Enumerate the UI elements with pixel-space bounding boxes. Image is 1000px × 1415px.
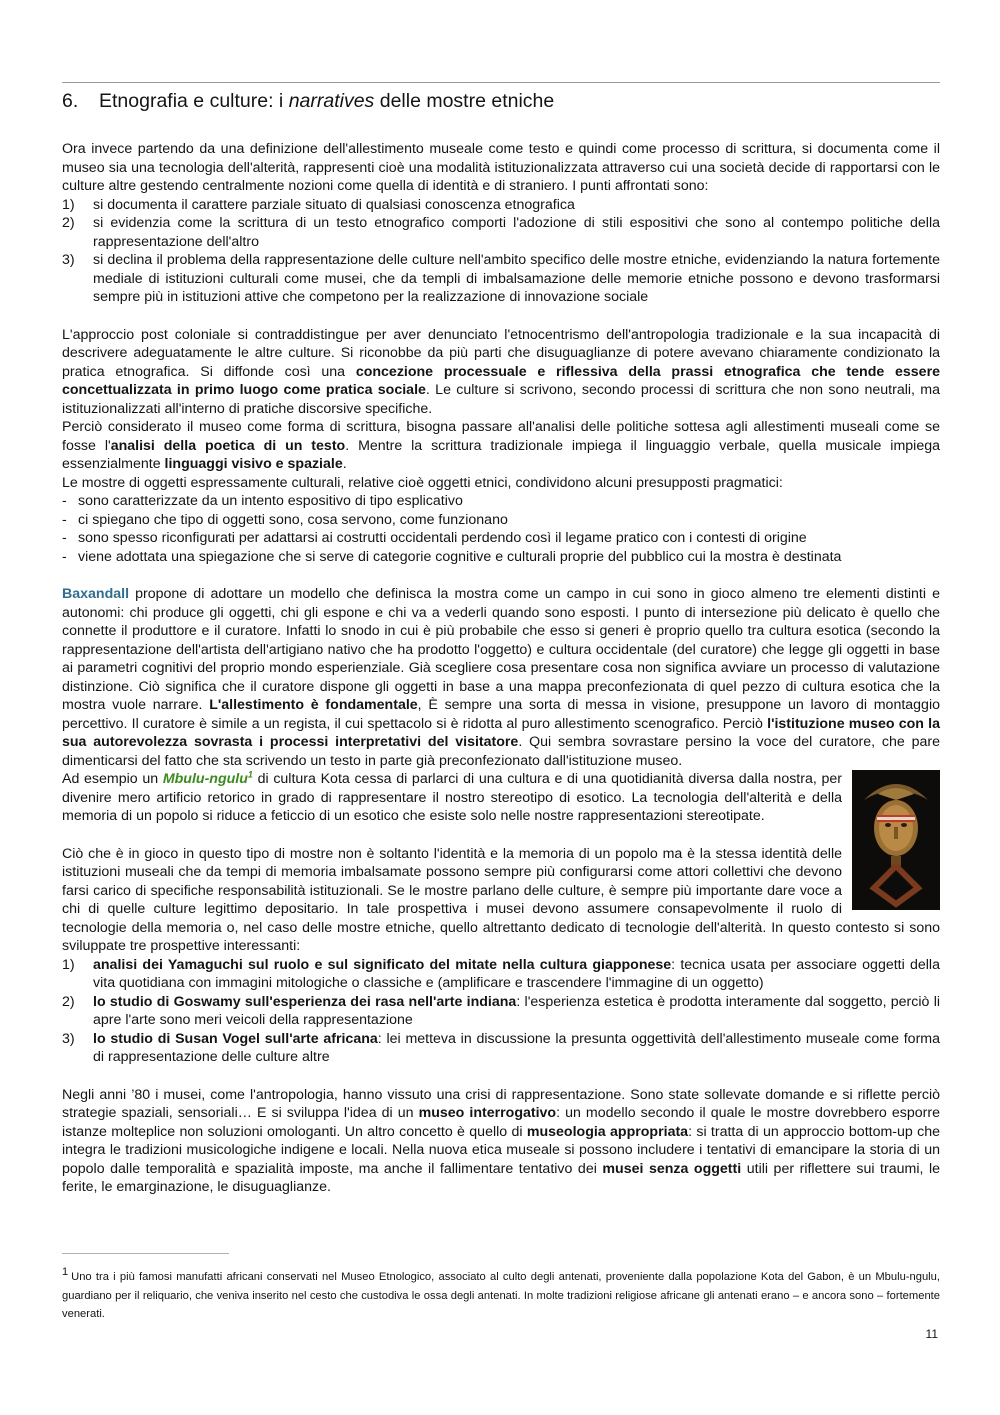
paragraph-cultural-exhibits: Le mostre di oggetti espressamente culturali, relative cioè oggetti etnici, condividono alcuni presupposti pragmatici: bbox=[62, 474, 783, 491]
page-number: 11 bbox=[925, 1327, 938, 1341]
list-item: 3) lo studio di Susan Vogel sull'arte africana: lei metteva in discussione la presunta oggettività dell'allestimento museale come forma di rappresentazione delle culture altre bbox=[62, 1030, 940, 1065]
section-heading bbox=[62, 89, 940, 113]
mbulu-ngulu-image bbox=[852, 770, 940, 910]
numbered-list-points bbox=[62, 196, 940, 307]
list-item: 2) si evidenzia come la scrittura di un testo etnografico comporti l'adozione di stili espositivi che sono al contempo politiche della rappresentazione dell'altro bbox=[62, 215, 940, 250]
list-item: - sono caratterizzate da un intento espositivo di tipo esplicativo bbox=[62, 493, 463, 509]
paragraph-crisis: Negli anni ’80 i musei, come l'antropologia, hanno vissuto una crisi di rappresentazione. Sono state sollevate domande e si riflette perciò strategie spaziali, sensoriali… E si sviluppa l'idea di un museo interrogativo: un modello secondo il quale le mostre dovrebbero esporre istanze molteplice non soluzioni omologanti. Un altro concetto è quello di museologia appropriata: si tratta di un approccio bottom-up che integra le tradizioni musicologiche indigene e locali. Nella nuova etica museale si possono includere i tentativi di emancipare la storia di un popolo dalle temporalità e spazialità imposte, ma anche il fallimentare tentativo dei musei senza oggetti utili per riflettere sui traumi, le ferite, le emarginazione, le disuguaglianze. bbox=[62, 1086, 941, 1195]
paragraph-museum-writing: Perciò considerato il museo come forma di scrittura, bisogna passare all'analisi delle politiche sottesa agli allestimenti museali come se fosse l'analisi della poetica di un testo. Mentre la scrittura tradizionale impiega il linguaggio verbale, quella musicale impiega essenzialmente linguaggi visivo e spaziale. bbox=[62, 419, 940, 472]
paragraph-intro: Ora invece partendo da una definizione dell'allestimento museale come testo e quindi come processo di scrittura, si documenta come il museo sia una tecnologia dell'alterità, rappresenti cioè una modalità istituzionalizzata attraverso cui una società decide di rapportarsi con le culture altre gestendo centralmente nozioni come quella di identità e di straniero. I punti affrontati sono: bbox=[62, 141, 940, 194]
heading-text-post: delle mostre etniche bbox=[374, 90, 555, 112]
reliquary-figure-icon bbox=[852, 770, 940, 910]
list-item: - ci spiegano che tipo di oggetti sono, cosa servono, come funzionano bbox=[62, 511, 508, 528]
paragraph-mbulu-ngulu: Ad esempio un Mbulu-ngulu$^1$ di cultura Kota cessa di parlarci di una cultura e di una quotidianità diversa dalla nostra, per divenire mero artificio retorico in grado di rappresentare il nostro stereotipo di esotico. La tecnologia dell'alterità e della memoria di un popolo si riduce a feticcio di un esotico che esiste solo nelle nostre rappresentazioni stereotipate. bbox=[62, 769, 842, 824]
heading-text-italic: narratives bbox=[288, 90, 375, 112]
list-item: 3) si declina il problema della rappresentazione delle culture nell'ambito specifico delle mostre etniche, evidenziando la natura fortemente mediale di istituzioni culturali come musei, che da templi di imbalsamazione delle memorie etniche possono e devono trasformarsi sempre più in istituzioni attive che competono per la realizzazione di innovazione sociale bbox=[62, 252, 940, 305]
numbered-list-perspectives bbox=[62, 956, 940, 1067]
baxandall-link[interactable]: Baxandall bbox=[62, 586, 130, 602]
footnote-number: 1 bbox=[62, 1266, 69, 1279]
mbulu-ngulu-link[interactable]: Mbulu-ngulu bbox=[162, 771, 248, 787]
footnote-rule bbox=[62, 1253, 229, 1254]
section-number: 6. bbox=[62, 90, 79, 112]
list-item: 1) si documenta il carattere parziale situato di qualsiasi conoscenza etnografica bbox=[62, 196, 575, 213]
heading-text-pre: Etnografia e culture: i bbox=[99, 90, 289, 112]
paragraph-postcolonial: L'approccio post coloniale si contraddistingue per aver denunciato l'etnocentrismo dell'antropologia tradizionale e la sua incapacità di descrivere adeguatamente le altre culture. Si riconobbe da più parti che disuguaglianze di potere avevano chiaramente condizionato la pratica etnografica. Si diffonde così una concezione processuale e riflessiva della prassi etnografica che tende essere concettualizzata in primo luogo come pratica sociale. Le culture si scrivono, secondo processi di scrittura che non sono neutrali, ma istituzionalizzati all'interno di pratiche discorsive specifiche. bbox=[62, 326, 940, 417]
list-item: 1) analisi dei Yamaguchi sul ruolo e sul significato del mitate nella cultura giapponese: tecnica usata per associare oggetti della vita quotidiana con immagini mitologiche o classiche e (amplificare e trascendere l'immagine di un oggetto) bbox=[62, 956, 940, 991]
footnote-ref[interactable]: 1 bbox=[247, 769, 253, 780]
top-rule bbox=[62, 82, 940, 83]
list-item: 2) lo studio di Goswamy sull'esperienza dei rasa nell'arte indiana: l'esperienza estetica è prodotta interamente dal soggetto, perciò li apre l'arte sono meri veicoli della rappresentazione bbox=[62, 993, 940, 1028]
paragraph-identity: Ciò che è in gioco in questo tipo di mostre non è soltanto l'identità e la memoria di un popolo ma è la stessa identità delle istituzioni museali che da tempi di memoria imbalsamate possono sempre più configurarsi come attori collettivi che devono farsi carico di specifiche responsabilità istituzionali. Se le mostre parlano delle culture, è sempre più importante dare voce a chi di quelle culture legittimo depositario. In tale prospettiva i musei devono assumere consapevolmente il ruolo di tecnologie della memoria o, nel caso delle mostre etniche, quello altrettanto dedicato di tecnologie dell'alterità. In questo contesto si sono sviluppate tre prospettive interessanti: bbox=[62, 845, 940, 954]
paragraph-baxandall: Baxandall propone di adottare un modello che definisca la mostra come un campo in cui sono in gioco almeno tre elementi distinti e autonomi: chi produce gli oggetti, chi gli espone e chi va a vederli quando sono esposti. I punto di intersezione più delicato è quello che connette il produttore e il curatore. Infatti lo snodo in cui è più probabile che esso si generi è proprio quello tra cultura esotica (secondo la rappresentazione dell'artista dell'artigiano nativo che ha prodotto l'oggetto) e cultura occidentale (del curatore) che legge gli oggetti in base ai parametri cognitivi del proprio mondo esperienziale. Già scegliere cosa presentare cosa non significa avviare un processo di valutazione distinzione. Ciò significa che il curatore dispone gli oggetti in base a una mappa preconfezionata di quel pezzo di cultura esotica che la mostra vuole narrare. L'allestimento è fondamentale, È sempre una sorta di messa in visione, presuppone un lavoro di montaggio percettivo. Il curatore è simile a un regista, il cui spettacolo si è ridotta al puro allestimento scenografico. Perciò l'istituzione museo con la sua autorevolezza sovrasta i processi interpretativi del visitatore. Qui sembra sovrastare persino la voce del curatore, che pare dimenticarsi del fatto che sta scrivendo un testo in parte già preconfezionato dall'istituzione museo. bbox=[62, 586, 941, 769]
list-item: - sono spesso riconfigurati per adattarsi ai costrutti occidentali perdendo così il legame pratico con i contesti di origine bbox=[62, 530, 807, 546]
body-content bbox=[62, 140, 940, 1197]
list-item: - viene adottata una spiegazione che si serve di categorie cognitive e culturali proprie del pubblico cui la mostra è destinata bbox=[62, 548, 842, 565]
footnote bbox=[62, 1268, 940, 1324]
footnote-text: Uno tra i più famosi manufatti africani conservati nel Museo Etnologico, associato al culto degli antenati, proveniente dalla popolazione Kota del Gabon, è un Mbulu-ngulu, guardiano per il reliquario, che veniva inserito nel cesto che custodiva le ossa degli antenati. In molte tradizioni religiose africane gli antenati erano – e ancora sono – fortemente venerati. bbox=[62, 1271, 940, 1320]
dash-list-presuppositions bbox=[62, 492, 940, 566]
